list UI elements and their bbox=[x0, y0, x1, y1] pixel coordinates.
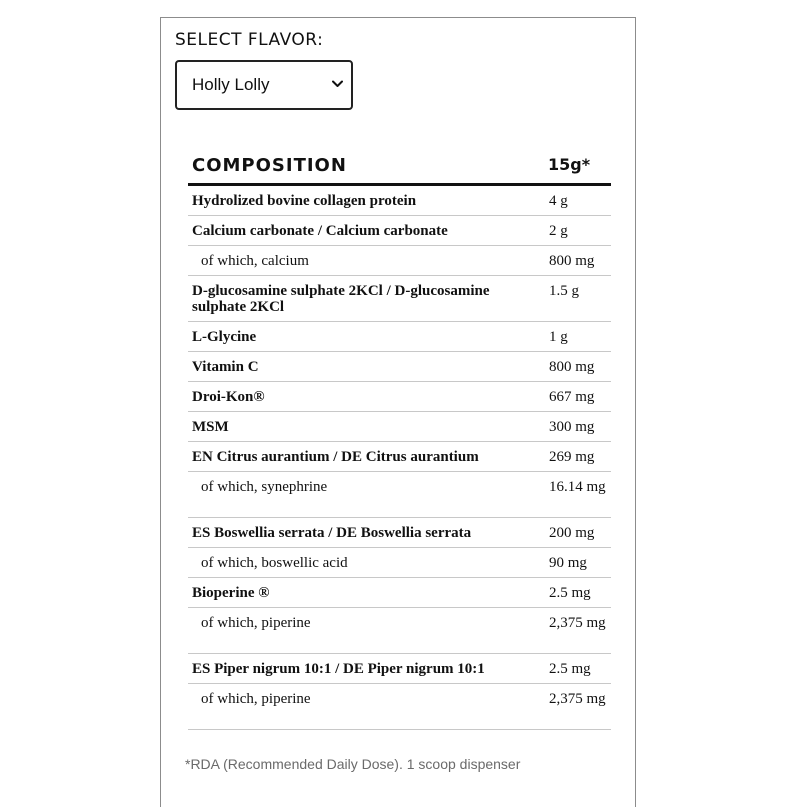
table-row bbox=[188, 654, 611, 684]
ingredient-name: ES Boswellia serrata / DE Boswellia serrata bbox=[192, 525, 472, 541]
ingredient-name: ES Piper nigrum 10:1 / DE Piper nigrum 10:1 bbox=[192, 661, 485, 677]
composition-title: COMPOSITION bbox=[192, 155, 347, 176]
ingredient-amount: 2.5 mg bbox=[549, 585, 591, 601]
ingredient-amount: 2.5 mg bbox=[549, 661, 591, 677]
ingredient-amount: 667 mg bbox=[549, 389, 595, 405]
flavor-select-value: Holly Lolly bbox=[192, 75, 270, 94]
ingredient-amount: 4 g bbox=[549, 193, 568, 209]
ingredient-name: D-glucosamine sulphate 2KCl / D-glucosamine sulphate 2KCl bbox=[192, 283, 490, 315]
ingredient-amount: 300 mg bbox=[549, 419, 595, 435]
table-row bbox=[188, 382, 611, 412]
ingredient-name: MSM bbox=[192, 419, 229, 435]
rda-footnote: *RDA (Recommended Daily Dose). 1 scoop dispenser bbox=[185, 756, 521, 772]
table-row bbox=[188, 442, 611, 472]
table-row bbox=[188, 186, 611, 216]
ingredient-amount: 269 mg bbox=[549, 449, 595, 465]
ingredient-name: Calcium carbonate / Calcium carbonate bbox=[192, 223, 448, 239]
ingredient-name: of which, piperine bbox=[201, 615, 311, 631]
table-row bbox=[188, 608, 611, 654]
ingredient-name: Vitamin C bbox=[192, 359, 259, 375]
table-row bbox=[188, 472, 611, 518]
table-row bbox=[188, 322, 611, 352]
table-row bbox=[188, 246, 611, 276]
ingredient-name: Bioperine ® bbox=[192, 585, 270, 601]
table-row bbox=[188, 578, 611, 608]
ingredient-amount: 800 mg bbox=[549, 253, 595, 269]
ingredient-name: EN Citrus aurantium / DE Citrus aurantium bbox=[192, 449, 479, 465]
ingredient-amount: 90 mg bbox=[549, 555, 587, 571]
ingredient-name: of which, synephrine bbox=[201, 479, 328, 495]
table-row bbox=[188, 276, 611, 322]
ingredient-amount: 1.5 g bbox=[549, 283, 579, 299]
ingredient-amount: 800 mg bbox=[549, 359, 595, 375]
table-row bbox=[188, 518, 611, 548]
composition-table bbox=[188, 186, 611, 730]
ingredient-name: Hydrolized bovine collagen protein bbox=[192, 193, 417, 209]
composition-header bbox=[188, 155, 611, 186]
ingredient-name: of which, boswellic acid bbox=[201, 555, 348, 571]
flavor-select[interactable] bbox=[175, 60, 353, 110]
ingredient-amount: 16.14 mg bbox=[549, 479, 606, 495]
ingredient-amount: 2,375 mg bbox=[549, 615, 606, 631]
ingredient-name: Droi-Kon® bbox=[192, 389, 265, 405]
ingredient-name: of which, calcium bbox=[201, 253, 309, 269]
ingredient-name: of which, piperine bbox=[201, 691, 311, 707]
ingredient-amount: 1 g bbox=[549, 329, 568, 345]
ingredient-amount: 200 mg bbox=[549, 525, 595, 541]
product-info-panel bbox=[160, 17, 636, 807]
table-row bbox=[188, 412, 611, 442]
table-row bbox=[188, 548, 611, 578]
table-row bbox=[188, 684, 611, 730]
table-row bbox=[188, 216, 611, 246]
table-row bbox=[188, 352, 611, 382]
ingredient-name: L-Glycine bbox=[192, 329, 257, 345]
select-flavor-label: SELECT FLAVOR: bbox=[175, 30, 324, 50]
ingredient-amount: 2,375 mg bbox=[549, 691, 606, 707]
chevron-down-icon bbox=[332, 80, 343, 88]
ingredient-amount: 2 g bbox=[549, 223, 568, 239]
serving-size-header: 15g* bbox=[548, 155, 591, 174]
